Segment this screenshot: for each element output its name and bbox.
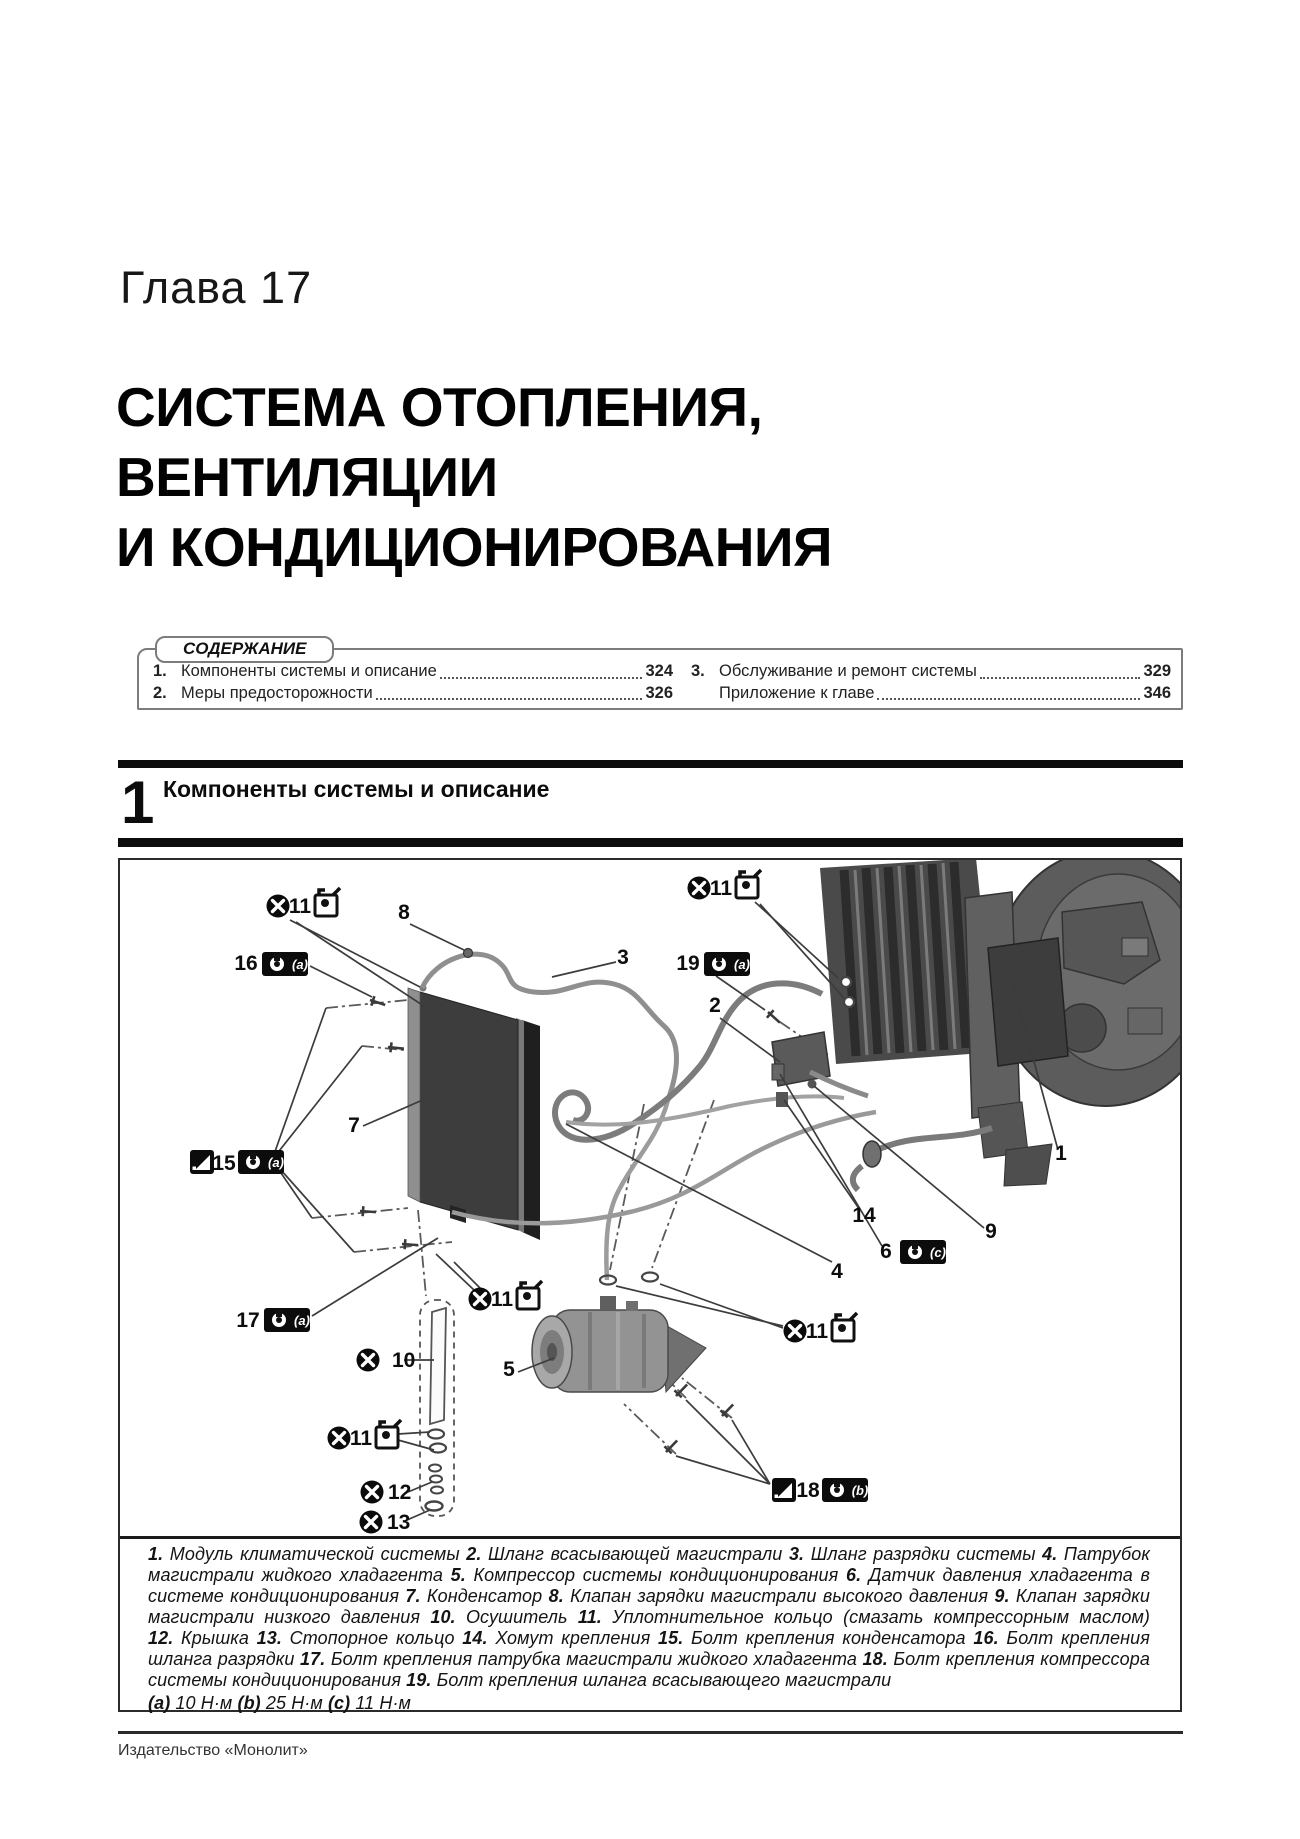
callout-3: 3 — [617, 946, 629, 969]
svg-text:13: 13 — [387, 1511, 411, 1534]
contents-item-number: 2. — [153, 683, 167, 702]
dotted-leader — [877, 683, 1140, 701]
section-header-top-bar — [118, 760, 1183, 768]
contents-item-label: Компоненты системы и описание — [181, 662, 437, 680]
seal-ring-icon — [784, 1320, 807, 1343]
seal-ring-icon — [357, 1349, 380, 1372]
torque-ref-a: (a) — [294, 1313, 310, 1328]
callout-13 — [360, 1511, 411, 1535]
callout-4: 4 — [831, 1260, 843, 1283]
seal-ring-icon — [688, 877, 711, 900]
contents-item-label: Приложение к главе — [719, 683, 875, 702]
dotted-leader — [440, 661, 643, 679]
svg-text:6: 6 — [880, 1240, 892, 1263]
callout-12 — [361, 1481, 412, 1505]
callout-8: 8 — [398, 901, 410, 924]
callout-17 — [236, 1308, 310, 1332]
svg-text:10: 10 — [392, 1349, 416, 1372]
receiver-drier-illustration — [420, 1300, 454, 1516]
condenser-illustration — [408, 985, 540, 1241]
figure-box — [118, 858, 1182, 1712]
torque-ref-a: (a) — [734, 957, 750, 972]
chapter-label: Глава 17 — [120, 262, 313, 313]
dotted-leader — [376, 683, 643, 701]
callout-9: 9 — [985, 1220, 997, 1243]
contents-item-label: Меры предосторожности — [181, 683, 373, 702]
svg-text:11: 11 — [805, 1320, 829, 1343]
svg-text:15: 15 — [212, 1152, 236, 1175]
callout-16 — [234, 952, 308, 976]
svg-text:11: 11 — [490, 1288, 514, 1311]
svg-text:17: 17 — [236, 1309, 260, 1332]
callout-11-left — [328, 1420, 402, 1450]
oil-can-icon — [517, 1281, 542, 1309]
contents-right-column — [691, 661, 1171, 704]
seal-ring-icon — [328, 1427, 351, 1450]
callout-11-top-left — [267, 888, 341, 918]
section-header-bottom-bar — [118, 838, 1183, 847]
oil-can-icon — [315, 888, 340, 916]
oil-can-icon — [736, 870, 761, 898]
seal-ring-icon — [267, 895, 290, 918]
footer-rule — [118, 1731, 1183, 1734]
callout-11-right — [784, 1313, 858, 1343]
figure-caption — [148, 1544, 1150, 1714]
contents-item-page: 346 — [1143, 683, 1171, 702]
callout-5: 5 — [503, 1358, 515, 1381]
oil-can-icon — [832, 1313, 857, 1341]
contents-item-label: Обслуживание и ремонт системы — [719, 662, 977, 680]
torque-ref-c: (c) — [930, 1245, 946, 1260]
contents-item-page: 326 — [645, 683, 673, 702]
callout-11-center — [469, 1281, 543, 1311]
section-title: Компоненты системы и описание — [163, 776, 550, 802]
chapter-title — [116, 372, 832, 582]
callout-1: 1 — [1055, 1142, 1067, 1165]
svg-text:11: 11 — [349, 1427, 373, 1450]
contents-box — [137, 639, 1183, 710]
contents-item — [691, 661, 1171, 683]
seal-ring-icon — [361, 1481, 384, 1504]
callout-15 — [190, 1150, 284, 1175]
contents-item-page: 329 — [1143, 662, 1171, 680]
publisher-footer: Издательство «Монолит» — [118, 1742, 308, 1759]
contents-left-column — [153, 661, 673, 704]
figure-caption-text: 1. Модуль климатической системы 2. Шланг всасывающей магистрали 3. Шланг разрядки системы 4. Патрубок магистрали жидкого хладагента 5. Компрессор системы кондиционирования 6. Датчик давления хладагента в системе кондиционирования 7. Конденсатор 8. Клапан зарядки магистрали высокого давления 9. Клапан зарядки магистрали низкого давления 10. Осушитель 11. Уплотнительное кольцо (смазать компрессорным маслом) 12. Крышка 13. Стопорное кольцо 14. Хомут крепления 15. Болт крепления конденсатора 16. Болт крепления шланга разрядки 17. Болт крепления патрубка магистрали жидкого хладагента 18. Болт крепления компрессора системы кондиционирования 19. Болт крепления шланга всасывающего магистрали — [148, 1544, 1151, 1690]
torque-ref-b: (b) — [851, 1483, 869, 1498]
oil-can-icon — [376, 1420, 401, 1448]
callout-6 — [880, 1240, 946, 1264]
chapter-title-line-3: И КОНДИЦИОНИРОВАНИЯ — [116, 516, 833, 578]
contents-item-number: 3. — [691, 662, 705, 680]
callout-2: 2 — [709, 994, 721, 1017]
contents-item — [153, 683, 673, 705]
svg-text:11: 11 — [709, 877, 733, 900]
chapter-title-line-1: СИСТЕМА ОТОПЛЕНИЯ, — [116, 376, 763, 438]
contents-item-page: 324 — [645, 662, 673, 680]
contents-item — [691, 683, 1171, 705]
contents-item-number — [691, 683, 719, 705]
callout-19 — [676, 952, 750, 976]
callout-11: 11 — [288, 895, 312, 918]
seal-ring-icon — [360, 1511, 383, 1534]
figure-caption-divider — [120, 1536, 1180, 1539]
figure-torque-line: (a) 10 Н·м (b) 25 Н·м (c) 11 Н·м — [148, 1693, 411, 1713]
torque-ref-a: (a) — [268, 1155, 284, 1170]
dotted-leader — [980, 661, 1141, 679]
contents-item-number: 1. — [153, 662, 167, 680]
svg-text:19: 19 — [676, 952, 700, 975]
seal-ring-icon — [469, 1288, 492, 1311]
torque-ref-a: (a) — [292, 957, 308, 972]
contents-header: СОДЕРЖАНИЕ — [155, 636, 334, 663]
callout-10 — [357, 1349, 416, 1373]
callout-14: 14 — [852, 1204, 876, 1227]
callout-18 — [772, 1478, 868, 1502]
climate-module-illustration — [772, 860, 1180, 1190]
svg-text:16: 16 — [234, 952, 258, 975]
callout-7: 7 — [348, 1114, 360, 1137]
callout-11-top-right — [688, 870, 762, 900]
components-diagram — [120, 860, 1180, 1536]
svg-text:12: 12 — [388, 1481, 412, 1504]
contents-item — [153, 661, 673, 683]
chapter-title-line-2: ВЕНТИЛЯЦИИ — [116, 446, 498, 508]
svg-text:18: 18 — [796, 1479, 820, 1502]
compressor-illustration — [532, 1296, 706, 1392]
section-number: 1 — [121, 769, 155, 836]
